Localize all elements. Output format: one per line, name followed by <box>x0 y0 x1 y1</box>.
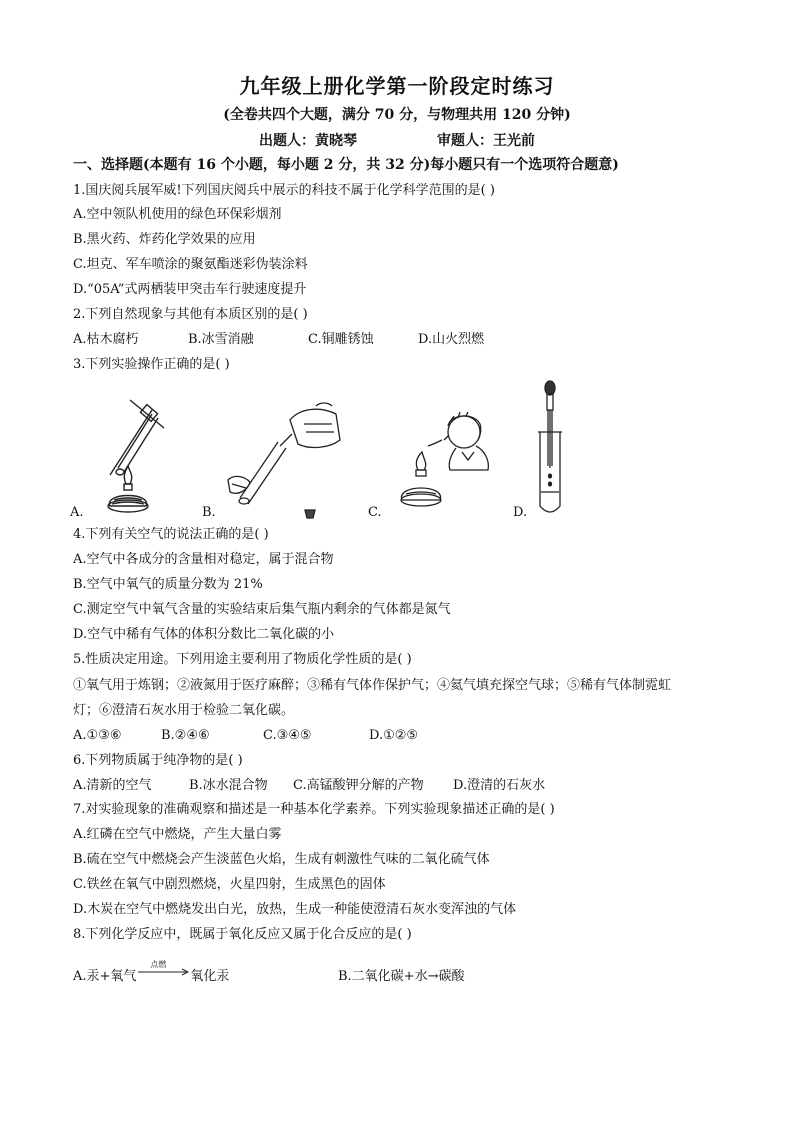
q6-option-a: A.清新的空气 <box>73 778 152 793</box>
q6-option-c: C.高锰酸钾分解的产物 <box>293 778 424 793</box>
figure-a-heating-tube <box>90 380 170 520</box>
q8-option-a-reactants: A.汞+氧气 <box>73 969 137 984</box>
q4-stem: 4.下列有关空气的说法正确的是( ) <box>73 527 269 542</box>
q2-stem: 2.下列自然现象与其他有本质区别的是( ) <box>73 307 308 322</box>
exam-info: (全卷共四个大题，满分 70 分，与物理共用 120 分钟) <box>223 107 571 123</box>
figure-a-label: A. <box>70 505 84 520</box>
q4-option-c: C.测定空气中氧气含量的实验结束后集气瓶内剩余的气体都是氮气 <box>73 602 451 617</box>
q8-option-a-product: 氧化汞 <box>190 969 230 984</box>
reviewer: 审题人：王光前 <box>437 133 535 149</box>
authors <box>0 130 794 150</box>
q7-stem: 7.对实验现象的准确观察和描述是一种基本化学素养。下列实验现象描述正确的是( ) <box>73 802 555 817</box>
q2-option-c: C.铜雕锈蚀 <box>308 332 374 347</box>
q7-option-a: A.红磷在空气中燃烧，产生大量白雾 <box>73 827 282 842</box>
q1-option-d: D.“05A”式两栖装甲突击车行驶速度提升 <box>73 282 307 297</box>
q7-option-d: D.木炭在空气中燃烧发出白光，放热，生成一种能使澄清石灰水变浑浊的气体 <box>73 902 517 917</box>
figure-d-dropper <box>532 380 572 520</box>
q6-option-d: D.澄清的石灰水 <box>453 778 546 793</box>
q3-figures <box>70 380 590 520</box>
q2-option-a: A.枯木腐朽 <box>73 332 139 347</box>
q4-option-a: A.空气中各成分的含量相对稳定，属于混合物 <box>73 552 334 567</box>
q6-stem: 6.下列物质属于纯净物的是( ) <box>73 753 243 768</box>
figure-b-pouring-liquid <box>220 400 350 520</box>
q2-option-d: D.山火烈燃 <box>418 332 485 347</box>
q4-option-b: B.空气中氧气的质量分数为 21% <box>73 577 263 592</box>
reaction-condition: 点燃 <box>150 960 167 969</box>
q5-option-c: C.③④⑤ <box>263 728 312 743</box>
q5-stem: 5.性质决定用途。下列用途主要利用了物质化学性质的是( ) <box>73 652 412 667</box>
q7-option-c: C.铁丝在氧气中剧烈燃烧，火星四射，生成黑色的固体 <box>73 877 386 892</box>
q6-option-b: B.冰水混合物 <box>189 778 268 793</box>
q5-options <box>73 727 418 745</box>
q5-items-line1: ①氧气用于炼钢；②液氮用于医疗麻醉；③稀有气体作保护气；④氦气填充探空气球；⑤稀有气体制霓虹 <box>73 678 672 693</box>
figure-d-label: D. <box>513 505 528 520</box>
q1-option-b: B.黑火药、炸药化学效果的应用 <box>73 232 256 247</box>
figure-b-label: B. <box>202 505 216 520</box>
q8-option-b: B.二氧化碳+水→碳酸 <box>338 969 465 984</box>
page-title: 九年级上册化学第一阶段定时练习 <box>239 74 555 98</box>
q7-option-b: B.硫在空气中燃烧会产生淡蓝色火焰，生成有刺激性气味的二氧化硫气体 <box>73 852 490 867</box>
q5-option-d: D.①②⑤ <box>369 728 419 743</box>
q3-stem: 3.下列实验操作正确的是( ) <box>73 357 230 372</box>
q1-stem: 1.国庆阅兵展军威!下列国庆阅兵中展示的科技不属于化学科学范围的是( ) <box>73 183 495 198</box>
arrow-icon <box>136 968 190 986</box>
q1-option-a: A.空中领队机使用的绿色环保彩烟剂 <box>73 207 282 222</box>
q4-option-d: D.空气中稀有气体的体积分数比二氧化碳的小 <box>73 627 335 642</box>
q6-options <box>73 777 545 795</box>
q8-stem: 8.下列化学反应中，既属于氧化反应又属于化合反应的是( ) <box>73 927 412 942</box>
figure-c-label: C. <box>368 505 382 520</box>
q5-option-a: A.①③⑥ <box>73 728 122 743</box>
figure-c-blowing-lamp <box>388 400 498 520</box>
q8-option-a <box>73 960 230 986</box>
setter: 出题人：黄晓琴 <box>259 133 357 149</box>
q5-items-line2: 灯；⑥澄清石灰水用于检验二氧化碳。 <box>73 703 295 718</box>
section-heading: 一、选择题(本题有 16 个小题，每小题 2 分，共 32 分)每小题只有一个选项符合题意) <box>73 157 619 173</box>
reaction-arrow <box>136 960 190 986</box>
q2-option-b: B.冰雪消融 <box>188 332 254 347</box>
q5-option-b: B.②④⑥ <box>161 728 210 743</box>
q2-options <box>73 331 484 349</box>
q1-option-c: C.坦克、军车喷涂的聚氨酯迷彩伪装涂料 <box>73 257 308 272</box>
